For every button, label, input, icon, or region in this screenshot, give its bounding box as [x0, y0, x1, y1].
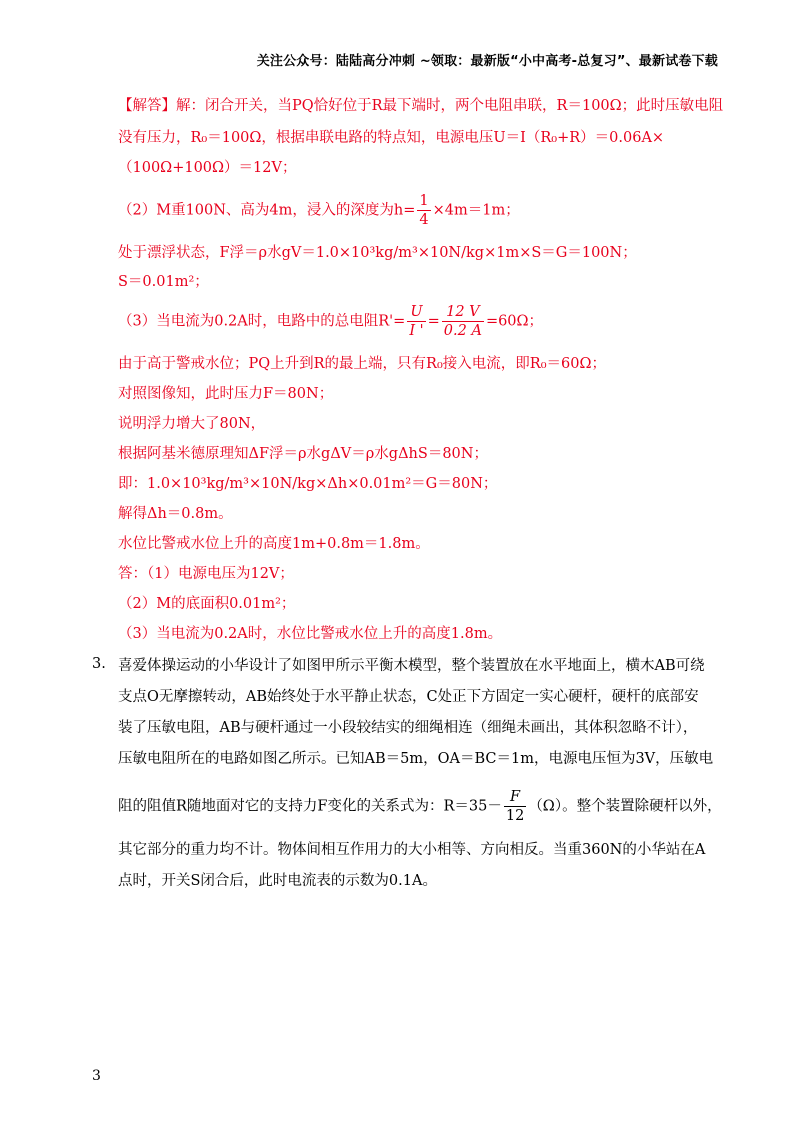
question-line-4: 压敏电阻所在的电路如图乙所示。已知AB＝5m，OA＝BC＝1m，电源电压恒为3V，压敏电: [118, 751, 714, 767]
answer-line-8: 由于高于警戒水位；PQ上升到R的最上端，只有R₀接入电流，即R₀＝60Ω；: [118, 356, 606, 372]
answer-line-4: [118, 192, 520, 229]
question-line-2: 支点O无摩擦转动，AB始终处于水平静止状态，C处正下方固定一实心硬杆，硬杆的底部安: [118, 689, 699, 705]
question-line-1: 喜爱体操运动的小华设计了如图甲所示平衡木模型，整个装置放在水平地面上，横木AB可绕: [118, 658, 705, 674]
answer-line-7: （3）当电流为0.2A时，电路中的总电阻R'= $\frac{U}{I '}$ = $\frac{12 V}{0.2 A}$ =60Ω；: [118, 304, 544, 339]
page-number: 3: [92, 1068, 101, 1084]
question-line-5: [118, 788, 722, 825]
answer-line-16: （2）M的底面积0.01m²；: [118, 596, 296, 612]
fraction-denominator: I ': [409, 323, 424, 339]
answer-line-6: S＝0.01m²；: [118, 274, 209, 290]
fraction-denominator: 0.2 A: [443, 323, 482, 339]
answer-line-7-text: （3）当电流为0.2A时，电路中的总电阻R'=: [118, 313, 406, 330]
fraction-u-over-i: [407, 303, 425, 340]
answer-line-15: 答：（1）电源电压为12V；: [118, 566, 294, 582]
answer-line-5: 处于漂浮状态，F浮＝ρ水gV＝1.0×10³kg/m³×10N/kg×1m×S＝G＝100N；: [118, 245, 637, 261]
fraction-denominator: 12: [505, 808, 525, 824]
question-line-5-tail: （Ω）。整个装置除硬杆以外，: [528, 798, 722, 815]
answer-line-7-tail: =60Ω；: [485, 313, 544, 330]
answer-line-1: 【解答】解：闭合开关，当PQ恰好位于R最下端时，两个电阻串联，R＝100Ω；此时压敏电阻: [118, 98, 724, 114]
fraction-numerator: 12 V: [442, 303, 484, 322]
fraction-one-quarter: [417, 192, 430, 229]
fraction-numerator: U: [407, 303, 425, 322]
question-line-6: 其它部分的重力均不计。物体间相互作用力的大小相等、方向相反。当重360N的小华站在A: [118, 842, 706, 858]
page-header: 关注公众号：陆陆高分冲刺 ~领取：最新版“小中高考-总复习”、最新试卷下载: [256, 54, 718, 69]
fraction-denominator: 4: [419, 212, 429, 228]
answer-line-12: 即：1.0×10³kg/m³×10N/kg×Δh×0.01m²＝G＝80N；: [118, 476, 498, 492]
answer-line-3: （100Ω+100Ω）＝12V；: [118, 160, 297, 176]
fraction-12v-over-02a: [442, 303, 484, 340]
answer-line-4-tail: ×4m＝1m；: [432, 202, 520, 219]
fraction-numerator: 1: [419, 193, 429, 209]
answer-line-4-text: （2）M重100N、高为4m，浸入的深度为h=: [118, 202, 416, 219]
answer-line-13: 解得Δh＝0.8m。: [118, 506, 233, 522]
fraction-numerator: F: [504, 788, 526, 807]
fraction-f-over-12: [504, 788, 526, 825]
answer-line-2: 没有压力，R₀＝100Ω，根据串联电路的特点知，电源电压U＝I（R₀+R）＝0.06A×: [118, 130, 665, 146]
question-line-3: 装了压敏电阻，AB与硬杆通过一小段较结实的细绳相连（细绳未画出，其体积忽略不计），: [118, 720, 698, 736]
answer-line-17: （3）当电流为0.2A时，水位比警戒水位上升的高度1.8m。: [118, 626, 503, 642]
question-line-7: 点时，开关S闭合后，此时电流表的示数为0.1A。: [118, 873, 437, 889]
answer-line-11: 根据阿基米德原理知ΔF浮＝ρ水gΔV＝ρ水gΔhS＝80N；: [118, 446, 488, 462]
answer-line-9: 对照图像知，此时压力F＝80N；: [118, 386, 334, 402]
answer-line-14: 水位比警戒水位上升的高度1m+0.8m＝1.8m。: [118, 536, 430, 552]
question-line-5-text: 阻的阻值R随地面对它的支持力F变化的关系式为：R＝35－: [118, 798, 502, 815]
answer-line-10: 说明浮力增大了80N，: [118, 416, 266, 432]
question-number: 3.: [92, 656, 106, 672]
